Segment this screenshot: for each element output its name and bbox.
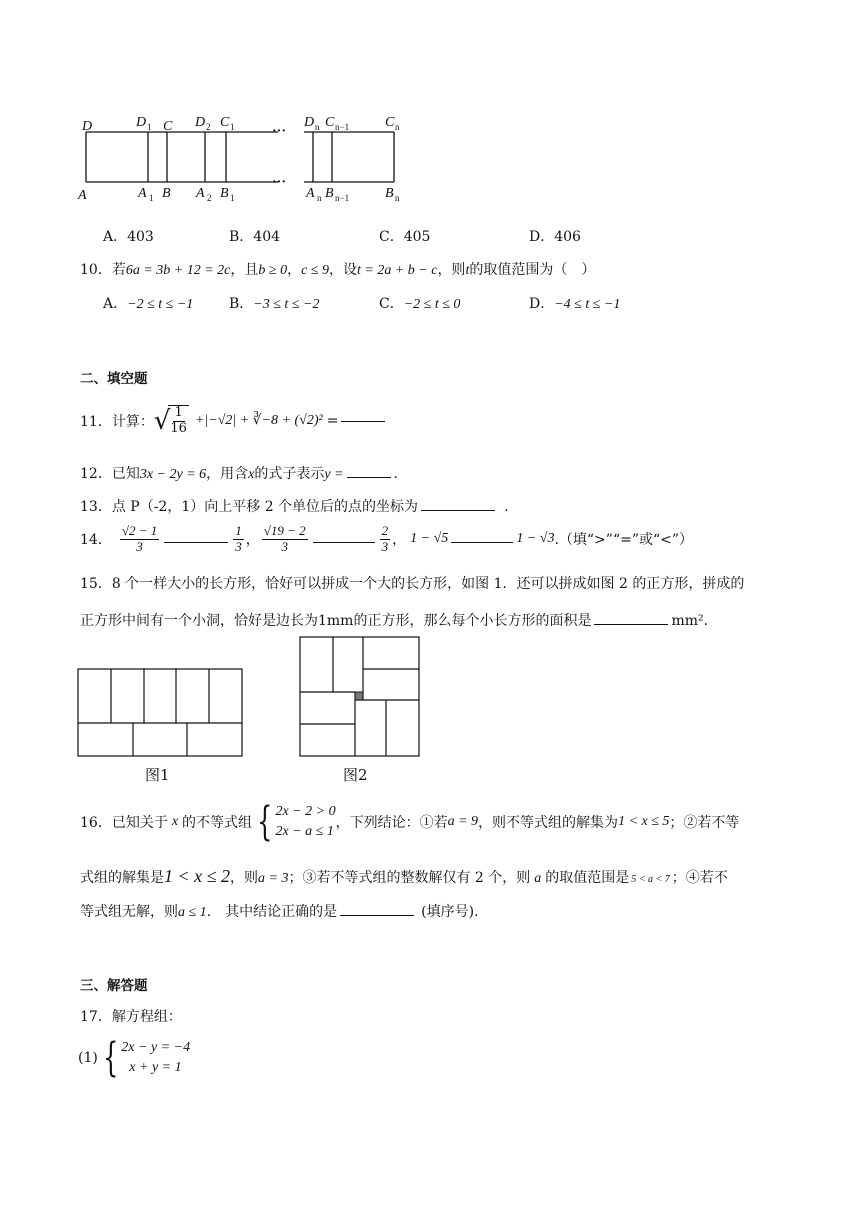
q16-ineq-1: 2x − 2 > 0 [275, 804, 336, 819]
q14-blank-1[interactable] [164, 541, 228, 543]
q16-line-2-a: 式组的解集是 [80, 870, 164, 886]
q14-note: .（填“>”“=”或“<”） [554, 532, 694, 549]
q14-blank-3[interactable] [451, 541, 513, 543]
label-Cn: C [385, 115, 395, 130]
q17-brace: { [102, 1035, 119, 1082]
q14-fraction-4-den: 3 [381, 538, 389, 554]
q10-option-d-value: −4 ≤ t ≤ −1 [554, 297, 621, 312]
q17 [80, 1006, 182, 1026]
q10-text-b: ，且 [230, 262, 259, 278]
q11-number: 11． [80, 413, 112, 430]
q16-line-3-b: . 其中结论正确的是 [206, 904, 338, 920]
q17-part-1 [78, 1035, 191, 1082]
q13-number: 13． [80, 499, 112, 515]
q17-equation-system [98, 1035, 191, 1082]
q11-answer-blank[interactable] [341, 420, 385, 422]
q10-text-d: ，则 [437, 262, 466, 278]
q11-fraction-num: 1 [174, 405, 183, 420]
q10-number: 10． [80, 262, 112, 278]
label-B1: B [220, 186, 229, 201]
q12-end: . [393, 466, 398, 482]
q17-part-1-label: (1) [78, 1050, 98, 1067]
q12-var: x [248, 467, 255, 482]
q16-c6: a ≤ 1 [178, 905, 207, 920]
q15-answer-blank[interactable] [594, 623, 668, 625]
q16-text-d: ，则不等式组的解集为 [478, 815, 619, 832]
q14-fraction-1-den: 3 [136, 538, 143, 554]
q10-option-b-letter: B． [229, 296, 254, 312]
label-A2: A [196, 186, 205, 201]
q16-var-a: a [534, 871, 542, 886]
q10-cond-c: c ≤ 9 [301, 263, 329, 278]
label-Bn-1: B [325, 186, 334, 201]
q9-option-d[interactable]: D．406 [529, 229, 581, 245]
q13-answer-blank[interactable] [421, 509, 495, 511]
label-B1-sub: 1 [230, 193, 235, 203]
q12-text-b: ，用含 [206, 466, 249, 482]
label-An-sub: n [317, 193, 322, 203]
label-Bn-sub: n [395, 193, 400, 203]
q16-text-e: ；②若不等 [669, 815, 740, 832]
q11-fraction-den: 16 [170, 420, 187, 436]
q15-figure-2 [299, 636, 421, 758]
label-C1-sub: 1 [230, 122, 235, 132]
q16-inequality-system [252, 799, 336, 846]
q9-figure [70, 108, 410, 208]
q15-line-2-a: 正方形中间有一个小洞，恰好是边长为 [80, 613, 318, 629]
q10-option-c[interactable] [379, 293, 460, 313]
q10-equation: 6a = 3b + 12 = 2c [125, 263, 231, 278]
q15-number: 15． [80, 576, 112, 592]
q15-unit: 1mm [318, 613, 354, 629]
q14-fraction-1-num: √2 − 1 [121, 523, 158, 538]
q14-fraction-1 [120, 524, 159, 555]
label-Bn-1-sub: n−1 [335, 193, 350, 203]
section-2-title: 二、填空题 [80, 371, 148, 387]
label-D: D [82, 119, 93, 134]
q16-line-2-d: 的取值范围是 [545, 870, 630, 886]
q15-line-1-text: 8 个一样大小的长方形，恰好可以拼成一个大的长方形，如图 1．还可以拼成如图 2 的正方形，拼成的 [111, 576, 745, 592]
q15-line-2-b: 的正方形，那么每个小长方形的面积是 [353, 613, 592, 629]
q10-text-a: 若 [111, 262, 126, 278]
q12 [80, 463, 398, 483]
q14-fraction-2-num: 1 [235, 523, 242, 538]
q9-option-a[interactable]: A．403 [103, 229, 154, 245]
label-An: A [306, 186, 315, 201]
label-A1: A [138, 186, 147, 201]
bottom-ellipsis: ··· [272, 175, 287, 190]
q11-fraction [168, 405, 189, 437]
label-C1: C [220, 115, 230, 130]
label-Dn-sub: n [315, 122, 320, 132]
q17-text: 解方程组： [111, 1009, 182, 1025]
q10-option-b-value: −3 ≤ t ≤ −2 [253, 297, 320, 312]
q10-option-a[interactable] [103, 293, 193, 313]
q14-fraction-2-den: 3 [235, 538, 242, 554]
q11-equals: = [326, 412, 339, 429]
q10-t-var: t [465, 263, 470, 278]
q9-option-b[interactable]: B．404 [229, 229, 281, 245]
q11 [80, 405, 388, 437]
label-B: B [162, 186, 171, 201]
q16-c5: 5 < a < 7 [631, 874, 670, 885]
q12-text-c: 的式子表示 [254, 466, 325, 482]
label-A1-sub: 1 [149, 193, 154, 203]
label-Dn: D [304, 115, 315, 130]
q15-figure-1 [77, 668, 244, 758]
q13-end: . [504, 499, 509, 515]
q11-sqrt-sign: √ [153, 405, 171, 436]
q14-fraction-4 [380, 524, 391, 555]
q16-c4: a = 3 [258, 871, 289, 886]
label-D2: D [195, 115, 206, 130]
q16-text-b: 的不等式组 [182, 815, 253, 832]
q16-line-3-c: (填序号). [421, 904, 479, 920]
q14-fraction-3-num: √19 − 2 [263, 523, 306, 538]
q10-option-b[interactable] [229, 293, 319, 313]
q9-option-c[interactable]: C．405 [379, 229, 431, 245]
q14-fraction-4-num: 2 [381, 523, 389, 538]
q10-option-d-letter: D． [529, 296, 555, 312]
q12-equation: 3x − 2y = 6 [139, 467, 207, 482]
q12-number: 12． [80, 466, 112, 482]
q16-line-2-c: ；③若不等式组的整数解仅有 2 个，则 [288, 870, 531, 886]
q15-line-2 [80, 610, 718, 630]
label-D2-sub: 2 [206, 122, 211, 132]
q15-figure-1-label: 图1 [145, 766, 170, 784]
q14-fraction-3-den: 3 [281, 538, 288, 554]
label-Cn-sub: n [395, 122, 400, 132]
q16-line-3-a: 等式组无解，则 [80, 904, 178, 920]
q15-figure-2-label: 图2 [343, 766, 368, 784]
q10-option-c-letter: C． [379, 296, 404, 312]
q12-y-eq: y = [324, 467, 344, 482]
label-Cn-1-sub: n−1 [335, 122, 350, 132]
q15-line-1 [80, 573, 744, 593]
label-C: C [163, 119, 173, 134]
q16-line-1 [80, 799, 740, 846]
q10-t-definition: t = 2a + b − c [356, 263, 438, 278]
label-Bn: B [385, 186, 394, 201]
label-Cn-1: C [325, 115, 335, 130]
q12-answer-blank[interactable] [347, 476, 391, 478]
q16-c3: 1 < x ≤ 2 [164, 866, 231, 886]
q13-text: 点 P（-2，1）向上平移 2 个单位后的点的坐标为 [111, 499, 419, 515]
q12-text-a: 已知 [111, 466, 140, 482]
q10-sep: ， [287, 262, 302, 278]
label-A2-sub: 2 [207, 193, 212, 203]
q16-text-a: 已知关于 [111, 815, 168, 832]
q14-sep-1: ， [245, 532, 260, 549]
q10-stem [80, 259, 595, 279]
q16-answer-blank[interactable] [340, 914, 414, 916]
q16-line-2-e: ；④若不 [671, 870, 728, 886]
q17-eq-2: x + y = 1 [129, 1060, 182, 1076]
q10-cond-b: b ≥ 0 [258, 263, 288, 278]
q15-line-2-end: mm²． [671, 613, 718, 629]
q16-line-3 [80, 901, 479, 921]
q10-option-a-value: −2 ≤ t ≤ −1 [127, 297, 194, 312]
label-D1-sub: 1 [147, 122, 152, 132]
q14-expr-5: 1 − √5 [410, 531, 449, 547]
q14-fraction-3 [262, 524, 308, 555]
q14-blank-2[interactable] [313, 541, 375, 543]
q10-option-c-value: −2 ≤ t ≤ 0 [403, 297, 461, 312]
q13 [80, 496, 509, 516]
q16-var-x: x [171, 814, 179, 830]
q10-option-a-letter: A． [103, 296, 128, 312]
q14-number: 14． [80, 532, 112, 549]
q17-eq-1: 2x − y = −4 [121, 1040, 191, 1055]
q14-fraction-2 [233, 524, 244, 555]
q16-line-2-b: ，则 [230, 870, 259, 886]
q16-c1: a = 9 [447, 814, 479, 830]
q16-ineq-2: 2x − a ≤ 1 [275, 824, 334, 840]
q10-option-d[interactable] [529, 293, 620, 313]
q16-brace: { [257, 799, 273, 846]
section-3-title: 三、解答题 [80, 978, 148, 994]
q17-number: 17． [80, 1009, 112, 1025]
q14-expr-6: 1 − √3 [516, 531, 555, 547]
q16-text-c: ，下列结论：①若 [335, 815, 448, 832]
label-A: A [78, 188, 87, 203]
top-ellipsis: ··· [272, 124, 287, 139]
q16-c2: 1 < x ≤ 5 [618, 814, 670, 830]
q14-sep-2: ， [392, 532, 407, 549]
q10-text-c: ，设 [328, 262, 357, 278]
q14 [80, 524, 693, 555]
q16-line-2 [80, 866, 728, 887]
q11-label: 计算： [111, 413, 154, 430]
q16-number: 16． [80, 815, 112, 832]
label-D1: D [136, 115, 147, 130]
q10-text-e: 的取值范围为（ ） [469, 262, 596, 278]
q11-expression: +|−√2| + ∛−8 + (√2)² [194, 413, 323, 429]
